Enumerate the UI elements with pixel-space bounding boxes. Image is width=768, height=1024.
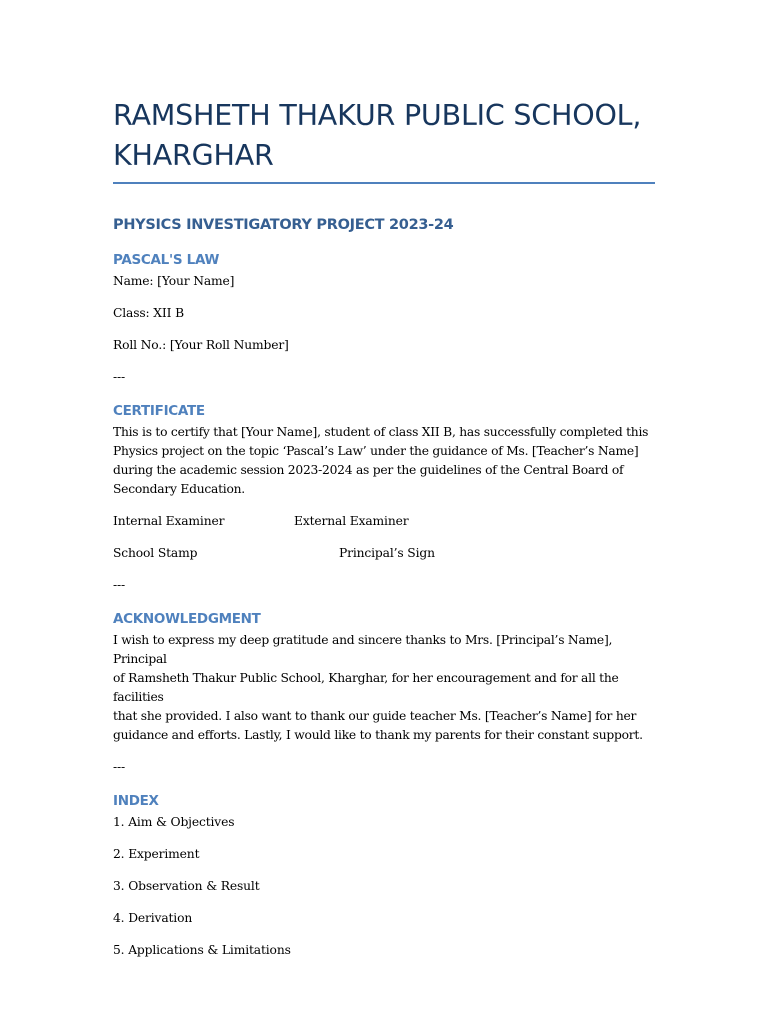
index-list bbox=[113, 813, 658, 960]
index-item: 5. Applications & Limitations bbox=[113, 943, 291, 957]
acknowledgment-line: that she provided. I also want to thank our guide teacher Ms. [Teacher’s Name] for her bbox=[113, 709, 637, 723]
school-title-line2: KHARGHAR bbox=[113, 139, 274, 172]
document-page bbox=[113, 0, 658, 960]
separator: --- bbox=[113, 760, 126, 774]
separator: --- bbox=[113, 578, 126, 592]
student-class: Class: XII B bbox=[113, 306, 184, 320]
certificate-line: Physics project on the topic ‘Pascal’s Law’ under the guidance of Ms. [Teacher’s Name] bbox=[113, 444, 639, 458]
school-title-line1: RAMSHETH THAKUR PUBLIC SCHOOL, bbox=[113, 99, 642, 132]
acknowledgment-line: I wish to express my deep gratitude and sincere thanks to Mrs. [Principal’s Name], Principal bbox=[113, 633, 613, 666]
project-subtitle: PHYSICS INVESTIGATORY PROJECT 2023-24 bbox=[113, 217, 454, 233]
certificate-line: This is to certify that [Your Name], student of class XII B, has successfully completed this bbox=[113, 425, 649, 439]
external-examiner-label: External Examiner bbox=[294, 514, 409, 528]
index-item: 1. Aim & Objectives bbox=[113, 815, 235, 829]
certificate-line: during the academic session 2023-2024 as per the guidelines of the Central Board of bbox=[113, 463, 624, 477]
acknowledgment-line: guidance and efforts. Lastly, I would like to thank my parents for their constant support. bbox=[113, 728, 643, 742]
acknowledgment-line: of Ramsheth Thakur Public School, Kharghar, for her encouragement and for all the facilities bbox=[113, 671, 619, 704]
examiner-row bbox=[113, 512, 658, 531]
certificate-heading: CERTIFICATE bbox=[113, 403, 205, 419]
principal-sign-label: Principal’s Sign bbox=[339, 546, 435, 560]
certificate-body bbox=[113, 423, 658, 499]
school-title bbox=[113, 0, 658, 176]
index-heading: INDEX bbox=[113, 793, 159, 809]
index-item: 3. Observation & Result bbox=[113, 879, 260, 893]
topic-heading: PASCAL'S LAW bbox=[113, 252, 220, 268]
acknowledgment-heading: ACKNOWLEDGMENT bbox=[113, 611, 261, 627]
student-name: Name: [Your Name] bbox=[113, 274, 235, 288]
index-item: 2. Experiment bbox=[113, 847, 200, 861]
school-stamp-label: School Stamp bbox=[113, 546, 198, 560]
index-item: 4. Derivation bbox=[113, 911, 193, 925]
stamp-sign-row bbox=[113, 544, 658, 563]
certificate-line: Secondary Education. bbox=[113, 482, 245, 496]
separator: --- bbox=[113, 370, 126, 384]
title-divider bbox=[113, 182, 655, 184]
acknowledgment-body bbox=[113, 631, 658, 745]
internal-examiner-label: Internal Examiner bbox=[113, 514, 225, 528]
student-roll: Roll No.: [Your Roll Number] bbox=[113, 338, 289, 352]
